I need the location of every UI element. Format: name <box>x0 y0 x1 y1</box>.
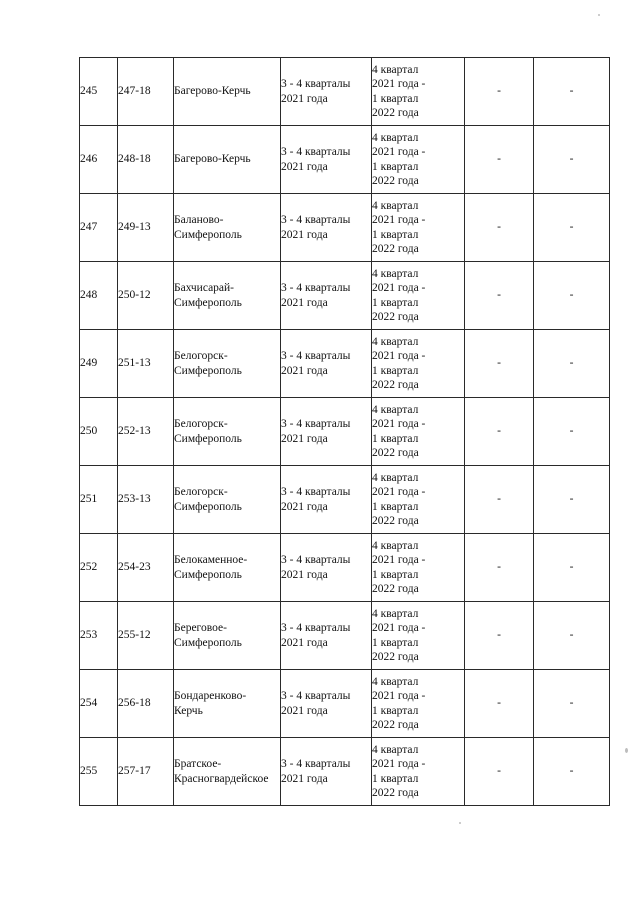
route-code-cell-text: 255-12 <box>118 629 151 642</box>
column-7-cell <box>534 398 610 466</box>
end-period-cell <box>372 398 465 466</box>
column-7-cell <box>534 466 610 534</box>
route-code-cell-text: 250-12 <box>118 289 151 302</box>
column-6-cell-text: - <box>497 697 501 710</box>
column-6-cell-text: - <box>497 765 501 778</box>
route-name-line: Бондаренково- <box>174 690 247 702</box>
row-number-cell <box>80 58 118 126</box>
end-period-cell-text: 4 квартал 2021 года - 1 квартал 2022 года <box>372 63 426 119</box>
route-code-cell-text: 257-17 <box>118 765 151 778</box>
route-name-line: Баланово- <box>174 214 224 226</box>
route-name-cell <box>174 262 281 330</box>
column-6-cell <box>465 534 534 602</box>
column-6-cell <box>465 262 534 330</box>
route-name-line: Белогорск- <box>174 418 228 430</box>
row-number-cell <box>80 670 118 738</box>
route-name-line: Береговое- <box>174 622 227 634</box>
route-name-line: Белокаменное- <box>174 554 248 566</box>
column-6-cell <box>465 466 534 534</box>
start-period-cell-text: 3 - 4 кварталы 2021 года <box>281 758 351 785</box>
route-name-line: Симферополь <box>174 432 242 445</box>
route-code-cell <box>118 466 174 534</box>
table-row <box>80 466 610 534</box>
start-period-cell <box>281 330 372 398</box>
column-6-cell <box>465 602 534 670</box>
route-code-cell-text: 253-13 <box>118 493 151 506</box>
row-number-cell <box>80 194 118 262</box>
end-period-cell <box>372 262 465 330</box>
start-period-cell-text: 3 - 4 кварталы 2021 года <box>281 690 351 717</box>
column-6-cell <box>465 398 534 466</box>
start-period-cell <box>281 58 372 126</box>
end-period-cell-text: 4 квартал 2021 года - 1 квартал 2022 года <box>372 199 426 255</box>
column-7-cell <box>534 738 610 806</box>
route-code-cell <box>118 262 174 330</box>
column-7-cell-text: - <box>569 153 574 166</box>
column-6-cell-text: - <box>497 561 501 574</box>
end-period-cell-text: 4 квартал 2021 года - 1 квартал 2022 года <box>372 675 426 731</box>
column-7-cell-text: - <box>569 85 574 98</box>
route-name-line: Симферополь <box>174 296 242 309</box>
table-row <box>80 738 610 806</box>
column-6-cell-text: - <box>497 425 501 438</box>
column-6-cell-text: - <box>497 629 501 642</box>
route-name-line: Симферополь <box>174 228 242 241</box>
start-period-cell <box>281 738 372 806</box>
route-name-cell <box>174 126 281 194</box>
table-row <box>80 330 610 398</box>
start-period-cell <box>281 126 372 194</box>
column-6-cell <box>465 58 534 126</box>
end-period-cell-text: 4 квартал 2021 года - 1 квартал 2022 года <box>372 131 426 187</box>
route-code-cell <box>118 670 174 738</box>
row-number-cell <box>80 602 118 670</box>
column-6-cell-text: - <box>497 221 501 234</box>
column-7-cell-text: - <box>569 357 574 370</box>
table-row <box>80 602 610 670</box>
table-row <box>80 262 610 330</box>
table-row <box>80 194 610 262</box>
table-row <box>80 534 610 602</box>
column-7-cell <box>534 534 610 602</box>
row-number-cell-text: 246 <box>80 153 98 166</box>
row-number-cell <box>80 738 118 806</box>
scan-speck <box>625 748 628 753</box>
end-period-cell-text: 4 квартал 2021 года - 1 квартал 2022 года <box>372 335 426 391</box>
column-7-cell <box>534 330 610 398</box>
table-row <box>80 58 610 126</box>
column-6-cell <box>465 126 534 194</box>
route-code-cell <box>118 602 174 670</box>
end-period-cell-text: 4 квартал 2021 года - 1 квартал 2022 года <box>372 471 426 527</box>
column-7-cell <box>534 58 610 126</box>
column-7-cell-text: - <box>569 629 574 642</box>
row-number-cell-text: 247 <box>80 221 98 234</box>
route-name-cell <box>174 670 281 738</box>
row-number-cell-text: 253 <box>80 629 98 642</box>
scan-speck <box>459 822 461 824</box>
row-number-cell-text: 255 <box>80 765 98 778</box>
column-7-cell-text: - <box>569 765 574 778</box>
end-period-cell <box>372 738 465 806</box>
end-period-cell-text: 4 квартал 2021 года - 1 квартал 2022 года <box>372 607 426 663</box>
route-name-line: Белогорск- <box>174 350 228 362</box>
route-name-cell <box>174 534 281 602</box>
row-number-cell-text: 250 <box>80 425 98 438</box>
end-period-cell-text: 4 квартал 2021 года - 1 квартал 2022 года <box>372 539 426 595</box>
start-period-cell <box>281 602 372 670</box>
route-code-cell-text: 249-13 <box>118 221 151 234</box>
row-number-cell <box>80 534 118 602</box>
end-period-cell <box>372 670 465 738</box>
route-code-cell-text: 251-13 <box>118 357 151 370</box>
row-number-cell <box>80 126 118 194</box>
column-6-cell-text: - <box>497 85 501 98</box>
column-6-cell-text: - <box>497 493 501 506</box>
column-7-cell <box>534 126 610 194</box>
end-period-cell-text: 4 квартал 2021 года - 1 квартал 2022 года <box>372 743 426 799</box>
column-6-cell <box>465 330 534 398</box>
column-6-cell-text: - <box>497 153 501 166</box>
start-period-cell-text: 3 - 4 кварталы 2021 года <box>281 622 351 649</box>
route-code-cell <box>118 126 174 194</box>
column-6-cell-text: - <box>497 289 501 302</box>
end-period-cell <box>372 466 465 534</box>
row-number-cell-text: 251 <box>80 493 98 506</box>
start-period-cell <box>281 194 372 262</box>
routes-table-body <box>80 58 610 806</box>
column-7-cell-text: - <box>569 425 574 438</box>
route-name-line: Братское- <box>174 758 222 770</box>
end-period-cell <box>372 534 465 602</box>
row-number-cell-text: 252 <box>80 561 98 574</box>
route-name-cell <box>174 58 281 126</box>
start-period-cell-text: 3 - 4 кварталы 2021 года <box>281 214 351 241</box>
start-period-cell <box>281 466 372 534</box>
route-code-cell-text: 256-18 <box>118 697 151 710</box>
column-6-cell <box>465 670 534 738</box>
start-period-cell-text: 3 - 4 кварталы 2021 года <box>281 418 351 445</box>
route-name-cell <box>174 330 281 398</box>
end-period-cell <box>372 330 465 398</box>
route-code-cell <box>118 534 174 602</box>
route-name-line: Красногвардейское <box>174 772 269 785</box>
row-number-cell <box>80 398 118 466</box>
row-number-cell-text: 248 <box>80 289 98 302</box>
table-row <box>80 670 610 738</box>
route-name-line: Бахчисарай- <box>174 282 235 294</box>
route-code-cell <box>118 330 174 398</box>
start-period-cell-text: 3 - 4 кварталы 2021 года <box>281 554 351 581</box>
end-period-cell <box>372 58 465 126</box>
route-name-line: Симферополь <box>174 568 242 581</box>
start-period-cell-text: 3 - 4 кварталы 2021 года <box>281 282 351 309</box>
column-7-cell <box>534 262 610 330</box>
route-name-line: Багерово-Керчь <box>174 85 251 98</box>
route-name-line: Симферополь <box>174 364 242 377</box>
route-name-cell <box>174 602 281 670</box>
route-code-cell <box>118 398 174 466</box>
start-period-cell-text: 3 - 4 кварталы 2021 года <box>281 486 351 513</box>
table-row <box>80 126 610 194</box>
route-name-line: Белогорск- <box>174 486 228 498</box>
column-6-cell-text: - <box>497 357 501 370</box>
scan-speck <box>598 14 600 16</box>
row-number-cell-text: 254 <box>80 697 98 710</box>
end-period-cell-text: 4 квартал 2021 года - 1 квартал 2022 года <box>372 267 426 323</box>
end-period-cell <box>372 194 465 262</box>
route-code-cell-text: 247-18 <box>118 85 151 98</box>
column-7-cell-text: - <box>569 697 574 710</box>
route-code-cell <box>118 738 174 806</box>
column-7-cell-text: - <box>569 221 574 234</box>
start-period-cell-text: 3 - 4 кварталы 2021 года <box>281 146 351 173</box>
route-code-cell-text: 252-13 <box>118 425 151 438</box>
route-code-cell <box>118 58 174 126</box>
route-code-cell <box>118 194 174 262</box>
end-period-cell-text: 4 квартал 2021 года - 1 квартал 2022 года <box>372 403 426 459</box>
route-name-line: Симферополь <box>174 500 242 513</box>
row-number-cell <box>80 330 118 398</box>
route-name-line: Керчь <box>174 704 203 717</box>
column-7-cell <box>534 670 610 738</box>
route-name-line: Симферополь <box>174 636 242 649</box>
column-7-cell-text: - <box>569 289 574 302</box>
start-period-cell-text: 3 - 4 кварталы 2021 года <box>281 350 351 377</box>
start-period-cell <box>281 670 372 738</box>
end-period-cell <box>372 602 465 670</box>
start-period-cell-text: 3 - 4 кварталы 2021 года <box>281 78 351 105</box>
route-name-line: Багерово-Керчь <box>174 153 251 166</box>
route-code-cell-text: 254-23 <box>118 561 151 574</box>
start-period-cell <box>281 398 372 466</box>
end-period-cell <box>372 126 465 194</box>
row-number-cell-text: 245 <box>80 85 98 98</box>
column-7-cell-text: - <box>569 561 574 574</box>
row-number-cell-text: 249 <box>80 357 98 370</box>
route-name-cell <box>174 194 281 262</box>
start-period-cell <box>281 534 372 602</box>
column-6-cell <box>465 738 534 806</box>
route-name-cell <box>174 466 281 534</box>
column-7-cell-text: - <box>569 493 574 506</box>
route-code-cell-text: 248-18 <box>118 153 151 166</box>
column-7-cell <box>534 194 610 262</box>
row-number-cell <box>80 466 118 534</box>
column-6-cell <box>465 194 534 262</box>
route-name-cell <box>174 398 281 466</box>
row-number-cell <box>80 262 118 330</box>
column-7-cell <box>534 602 610 670</box>
routes-table <box>79 57 610 806</box>
table-row <box>80 398 610 466</box>
start-period-cell <box>281 262 372 330</box>
route-name-cell <box>174 738 281 806</box>
